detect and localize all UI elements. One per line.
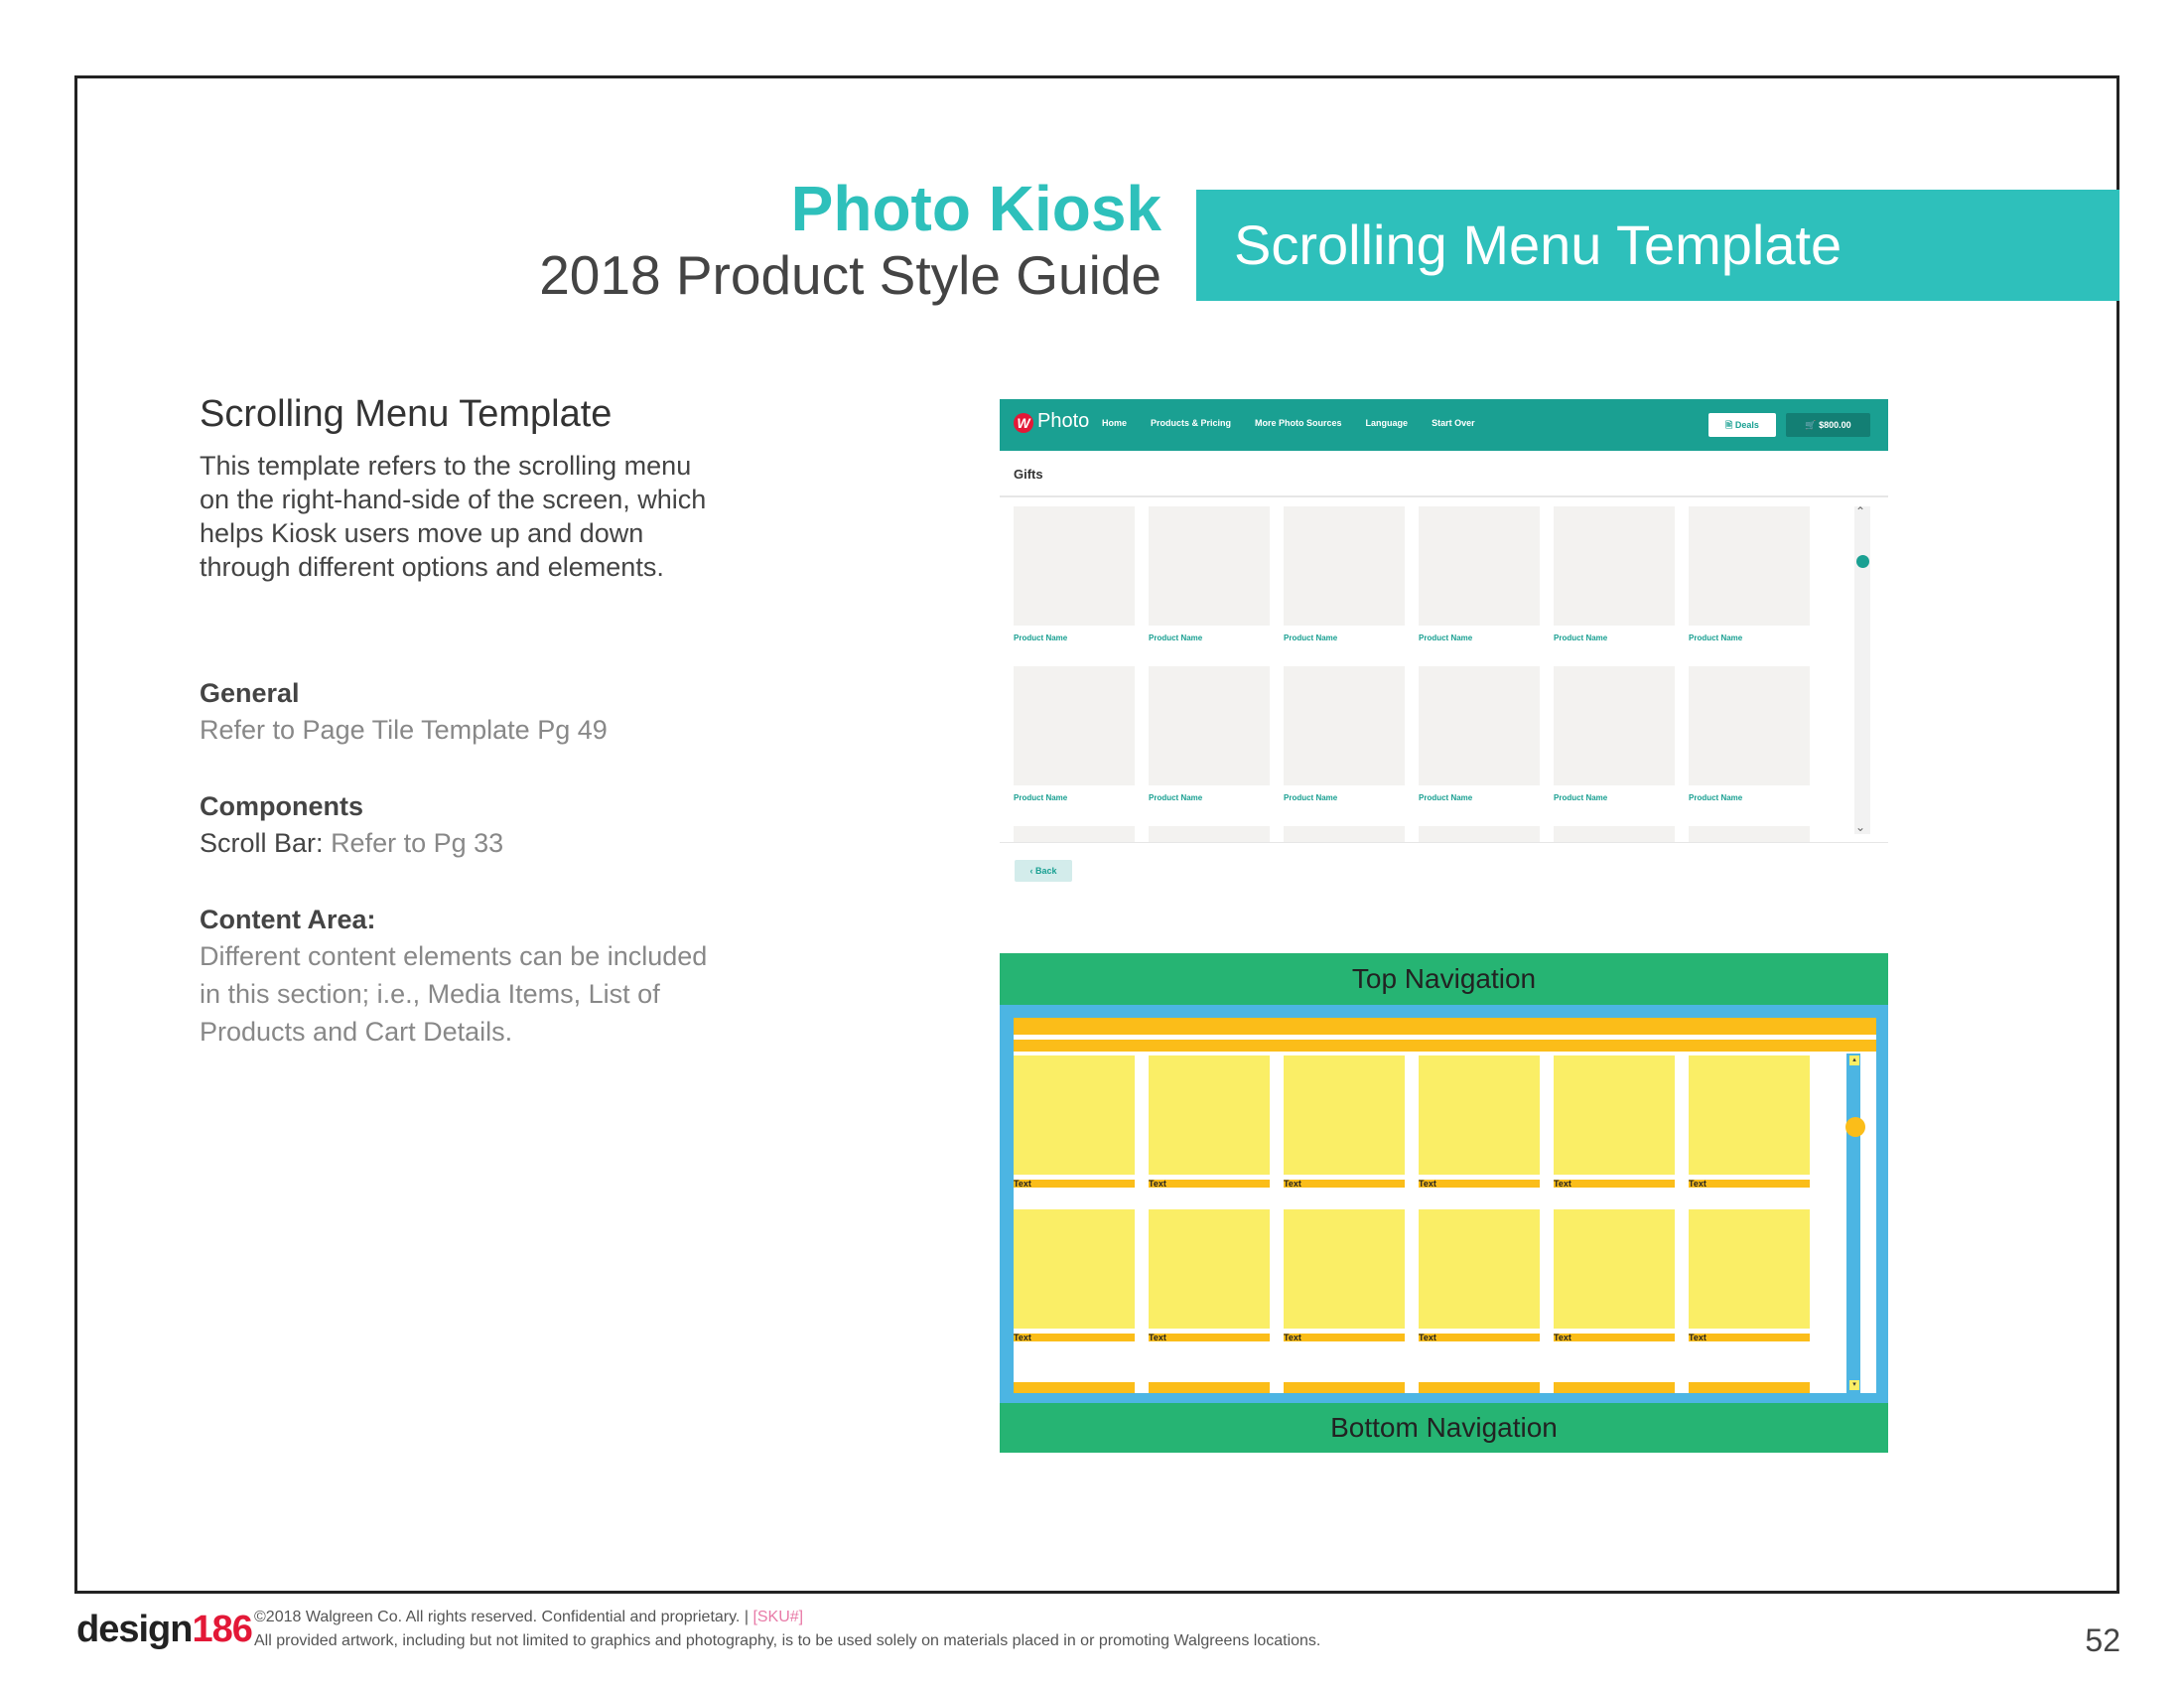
product-image — [1554, 506, 1675, 626]
divider — [1000, 495, 1888, 497]
product-image — [1149, 506, 1270, 626]
usage-note: All provided artwork, including but not limited to graphics and photography, is to be used solely on materials placed in or promoting Walgreens locations. — [254, 1632, 1321, 1649]
tile-image — [1419, 1055, 1540, 1175]
partial-tile-strip — [1014, 1382, 1135, 1393]
back-label: Back — [1034, 866, 1057, 876]
tile-text: Text — [1014, 1334, 1135, 1341]
tile-image — [1554, 1209, 1675, 1329]
deals-label: Deals — [1734, 420, 1759, 430]
product-name: Product Name — [1419, 633, 1473, 642]
wireframe-tile — [1689, 1209, 1810, 1341]
tile-image — [1014, 1209, 1135, 1329]
copyright-line — [254, 1609, 803, 1626]
design186-logo — [76, 1609, 252, 1651]
wireframe-tile — [1689, 1055, 1810, 1188]
product-tile[interactable] — [1689, 506, 1810, 642]
kiosk-top-nav — [1000, 399, 1888, 451]
product-image — [1149, 666, 1270, 785]
product-tile[interactable] — [1014, 666, 1135, 802]
tile-text: Text — [1689, 1334, 1810, 1341]
nav-language[interactable]: Language — [1365, 418, 1409, 428]
tile-text: Text — [1419, 1180, 1540, 1188]
product-tile-partial[interactable] — [1554, 826, 1675, 842]
tile-image — [1284, 1055, 1405, 1175]
product-name: Product Name — [1554, 633, 1608, 642]
product-name: Product Name — [1554, 793, 1608, 802]
tile-image — [1689, 1055, 1810, 1175]
partial-tile-strip — [1419, 1382, 1540, 1393]
partial-tile-strip — [1689, 1382, 1810, 1393]
tile-image — [1284, 1209, 1405, 1329]
wireframe-scroll-bar — [1846, 1054, 1860, 1393]
scroll-bar-ref: Refer to Pg 33 — [331, 828, 504, 858]
product-name: Product Name — [1284, 633, 1338, 642]
scroll-bar-label: Scroll Bar: — [200, 828, 324, 858]
wireframe-tile — [1014, 1209, 1135, 1341]
scroll-up-icon[interactable]: ⌃ — [1855, 504, 1866, 518]
tile-text: Text — [1554, 1180, 1675, 1188]
scroll-down-icon[interactable]: ⌄ — [1855, 820, 1866, 834]
content-area-frame — [1000, 1005, 1888, 1403]
template-heading: Scrolling Menu Template — [200, 393, 613, 435]
walgreens-logo-icon: W — [1014, 413, 1033, 433]
partial-tile-strip — [1284, 1382, 1405, 1393]
wireframe-scroll-thumb — [1845, 1117, 1865, 1137]
product-grid — [1014, 506, 1838, 842]
general-text: Refer to Page Tile Template Pg 49 — [200, 715, 608, 745]
nav-home[interactable]: Home — [1102, 418, 1128, 428]
product-name: Product Name — [1689, 633, 1743, 642]
product-image — [1149, 826, 1270, 842]
back-button[interactable]: ‹ Back — [1015, 860, 1072, 882]
content-area-text: Different content elements can be included in this section; i.e., Media Items, List of Products and Cart Details. — [200, 941, 708, 1047]
product-tile[interactable] — [1284, 666, 1405, 802]
template-description: This template refers to the scrolling menu on the right-hand-side of the screen, which helps Kiosk users move up and down through different options and elements. — [200, 451, 707, 582]
wireframe-tile — [1419, 1209, 1540, 1341]
tile-image — [1419, 1209, 1540, 1329]
product-image — [1284, 666, 1405, 785]
page-title: Gifts — [1014, 467, 1043, 482]
tile-image — [1554, 1055, 1675, 1175]
tile-text: Text — [1689, 1180, 1810, 1188]
components-text — [200, 824, 716, 862]
logo-number: 186 — [192, 1609, 252, 1650]
product-image — [1419, 506, 1540, 626]
doc-title: Photo Kiosk — [790, 173, 1161, 244]
kiosk-nav-items — [1102, 418, 1475, 428]
bottom-navigation-block: Bottom Navigation — [1000, 1403, 1888, 1453]
logo-word: design — [76, 1609, 193, 1650]
product-image — [1284, 826, 1405, 842]
wireframe-tile — [1419, 1055, 1540, 1188]
tile-text: Text — [1284, 1180, 1405, 1188]
tile-text: Text — [1149, 1334, 1270, 1341]
scroll-thumb[interactable] — [1856, 555, 1869, 568]
product-image — [1689, 666, 1810, 785]
product-tile[interactable] — [1554, 666, 1675, 802]
tile-text: Text — [1554, 1334, 1675, 1341]
product-tile[interactable] — [1554, 506, 1675, 642]
wireframe-scroll-down-icon: ▾ — [1849, 1380, 1859, 1390]
tile-text: Text — [1284, 1334, 1405, 1341]
wireframe-tile — [1554, 1055, 1675, 1188]
product-tile-partial[interactable] — [1149, 826, 1270, 842]
wireframe-scroll-up-icon: ▴ — [1849, 1055, 1859, 1065]
sku-placeholder: [SKU#] — [752, 1609, 804, 1625]
product-name: Product Name — [1149, 793, 1203, 802]
product-image — [1689, 506, 1810, 626]
cart-button[interactable]: 🛒 $800.00 — [1786, 413, 1870, 437]
product-tile-partial[interactable] — [1419, 826, 1540, 842]
product-image — [1014, 506, 1135, 626]
tile-image — [1689, 1209, 1810, 1329]
wireframe-tile — [1284, 1055, 1405, 1188]
product-tile[interactable] — [1149, 506, 1270, 642]
tile-text: Text — [1419, 1334, 1540, 1341]
product-image — [1014, 666, 1135, 785]
tile-image — [1149, 1209, 1270, 1329]
product-image — [1554, 826, 1675, 842]
divider-bar — [1014, 1040, 1876, 1052]
layout-wireframe — [1000, 953, 1888, 1453]
product-image — [1554, 666, 1675, 785]
product-name: Product Name — [1014, 633, 1068, 642]
content-area-heading: Content Area: — [200, 905, 376, 934]
title-bar — [1014, 1018, 1876, 1035]
wireframe-tile — [1284, 1209, 1405, 1341]
tile-image — [1149, 1055, 1270, 1175]
wireframe-tile — [1149, 1055, 1270, 1188]
top-navigation-block: Top Navigation — [1000, 953, 1888, 1005]
product-tile[interactable] — [1419, 506, 1540, 642]
product-name: Product Name — [1014, 793, 1068, 802]
product-tile[interactable] — [1284, 506, 1405, 642]
product-image — [1689, 826, 1810, 842]
partial-tile-strip — [1149, 1382, 1270, 1393]
wireframe-tile — [1149, 1209, 1270, 1341]
tile-text: Text — [1014, 1180, 1135, 1188]
product-tile-partial[interactable] — [1284, 826, 1405, 842]
wireframe-tile — [1554, 1209, 1675, 1341]
product-name: Product Name — [1149, 633, 1203, 642]
product-tile-partial[interactable] — [1689, 826, 1810, 842]
product-tile[interactable] — [1689, 666, 1810, 802]
photo-logo-text: Photo — [1037, 410, 1090, 432]
cart-total: $800.00 — [1819, 420, 1851, 430]
nav-more-photo-sources[interactable]: More Photo Sources — [1255, 418, 1342, 428]
kiosk-screenshot — [1000, 399, 1888, 886]
description-column — [200, 389, 716, 1051]
content-area — [1014, 1018, 1876, 1393]
partial-tile-strip — [1554, 1382, 1675, 1393]
product-image — [1014, 826, 1135, 842]
copyright-text: ©2018 Walgreen Co. All rights reserved. Confidential and proprietary. | — [254, 1609, 749, 1625]
product-name: Product Name — [1284, 793, 1338, 802]
product-tile-partial[interactable] — [1014, 826, 1135, 842]
page-number: 52 — [2085, 1622, 2120, 1658]
tile-text: Text — [1149, 1180, 1270, 1188]
product-name: Product Name — [1689, 793, 1743, 802]
product-tile[interactable] — [1149, 666, 1270, 802]
product-image — [1419, 666, 1540, 785]
section-banner: Scrolling Menu Template — [1196, 190, 2119, 301]
nav-products-pricing[interactable]: Products & Pricing — [1151, 418, 1232, 428]
deals-button[interactable]: 🖹 Deals — [1708, 413, 1776, 437]
product-image — [1284, 506, 1405, 626]
divider — [1000, 842, 1888, 843]
product-tile[interactable] — [1419, 666, 1540, 802]
nav-start-over[interactable]: Start Over — [1432, 418, 1475, 428]
tile-image — [1014, 1055, 1135, 1175]
wireframe-tile — [1014, 1055, 1135, 1188]
product-image — [1419, 826, 1540, 842]
general-heading: General — [200, 678, 300, 708]
product-tile[interactable] — [1014, 506, 1135, 642]
product-name: Product Name — [1419, 793, 1473, 802]
doc-subtitle: 2018 Product Style Guide — [539, 244, 1161, 306]
components-heading: Components — [200, 791, 363, 821]
